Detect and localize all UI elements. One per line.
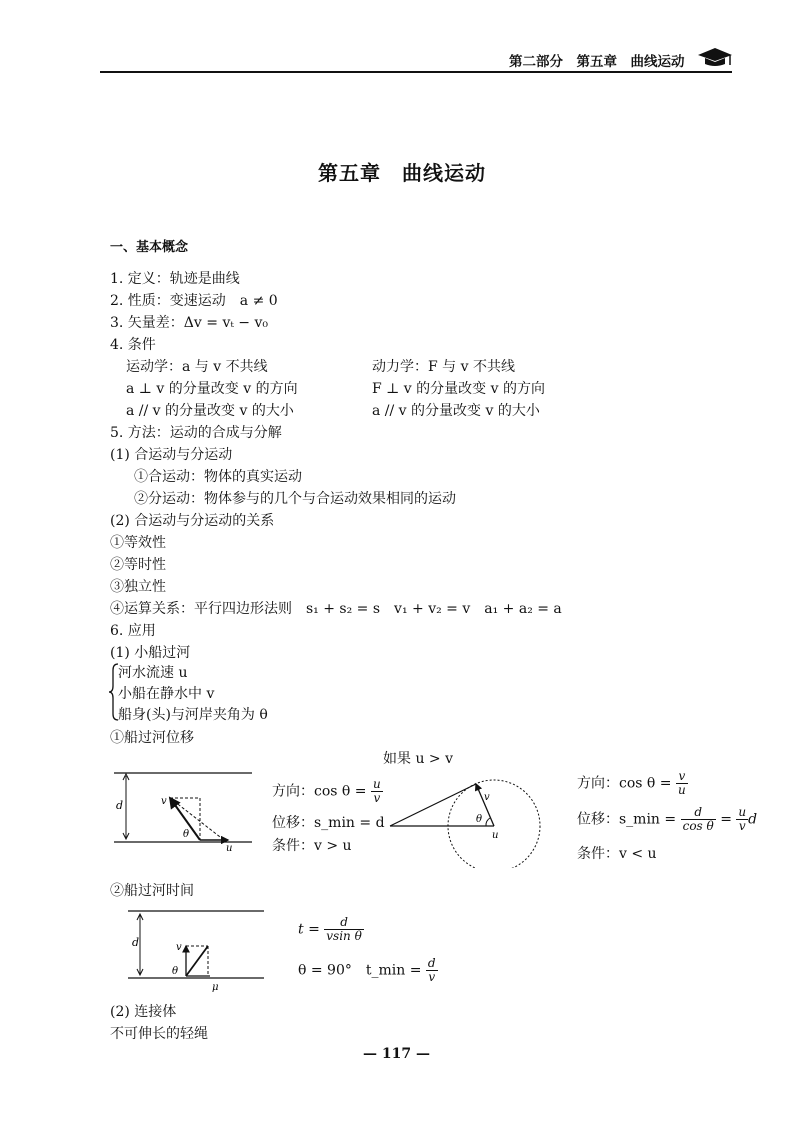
line-boat-crossing: (1) 小船过河	[110, 645, 191, 661]
line-dynamics: 动力学：F 与 v 不共线	[372, 359, 515, 375]
label-d: d	[116, 799, 124, 812]
line-boat-angle: 船身(头)与河岸夹角为 θ	[118, 707, 268, 723]
line-definition: 1. 定义：轨迹是曲线	[110, 271, 240, 287]
line-method: 5. 方法：运动的合成与分解	[110, 425, 282, 441]
line-boat-speed: 小船在静水中 v	[118, 686, 215, 702]
line-independence: ③独立性	[110, 579, 166, 595]
line-simultaneity: ②等时性	[110, 557, 166, 573]
line-a-parallel: a // v 的分量改变 v 的大小	[126, 403, 294, 419]
line-operation: ④运算关系：平行四边形法则 s₁ + s₂ = s v₁ + v₂ = v a₁ + a₂ = a	[110, 601, 562, 617]
line-equivalence: ①等效性	[110, 535, 166, 551]
formula-displacement-left: 位移：s_min = d	[272, 815, 385, 831]
formula-min-time: θ = 90° t_min = $\frac{d}{v}$	[298, 956, 436, 984]
diagram-min-time	[124, 906, 274, 992]
case-label: 如果 u > v	[383, 751, 454, 767]
line-f-perp: F ⊥ v 的分量改变 v 的方向	[372, 381, 545, 397]
label-theta-2: θ	[476, 814, 483, 825]
chapter-title: 第五章 曲线运动	[318, 161, 486, 185]
line-application: 6. 应用	[110, 623, 156, 639]
label-v-2: v	[484, 792, 490, 803]
running-header: 第二部分 第五章 曲线运动	[509, 54, 685, 70]
label-v-3: v	[176, 942, 182, 953]
label-theta-3: θ	[172, 966, 179, 977]
line-resultant: ①合运动：物体的真实运动	[134, 469, 302, 485]
line-connected-bodies: (2) 连接体	[110, 1004, 177, 1020]
graduation-cap-icon	[696, 46, 734, 68]
line-river-speed: 河水流速 u	[118, 665, 188, 681]
label-v: v	[161, 796, 167, 807]
diagram-min-displacement	[112, 770, 262, 852]
formula-condition-left: 条件：v > u	[272, 838, 352, 854]
line-conditions: 4. 条件	[110, 337, 156, 353]
formula-direction-right: 方向：cos θ = $\frac{v}{u}$	[577, 769, 686, 797]
diagram-u-greater-v	[382, 768, 552, 868]
section-heading: 一、基本概念	[110, 240, 189, 255]
page-number: — 117 —	[363, 1046, 430, 1062]
line-vector-diff: 3. 矢量差：Δv = vₜ − v₀	[110, 315, 268, 331]
formula-direction-left: 方向：cos θ = $\frac{u}{v}$	[272, 777, 381, 805]
label-u: u	[226, 843, 233, 852]
label-theta: θ	[183, 829, 190, 840]
line-a-parallel-right: a // v 的分量改变 v 的大小	[372, 403, 540, 419]
line-inextensible-rope: 不可伸长的轻绳	[110, 1026, 208, 1042]
formula-condition-right: 条件：v < u	[577, 846, 657, 862]
line-a-perp: a ⊥ v 的分量改变 v 的方向	[126, 381, 298, 397]
line-relations: (2) 合运动与分运动的关系	[110, 513, 275, 529]
line-kinematics: 运动学：a 与 v 不共线	[126, 359, 268, 375]
line-composite-motion: (1) 合运动与分运动	[110, 447, 233, 463]
line-property: 2. 性质：变速运动 a ≠ 0	[110, 293, 278, 309]
formula-time: t = $\frac{d}{\text{vsin θ}}$	[298, 915, 362, 943]
label-u-2: u	[492, 830, 499, 841]
line-crossing-time: ②船过河时间	[110, 883, 194, 899]
label-d-3: d	[132, 936, 140, 949]
label-mu: μ	[212, 982, 219, 992]
header-rule	[100, 71, 732, 73]
line-crossing-displacement: ①船过河位移	[110, 730, 194, 746]
formula-displacement-right: 位移：s_min = $\frac{d}{\text{cos θ}}$ = $\frac{u}{v}$ d	[577, 805, 758, 833]
line-component: ②分运动：物体参与的几个与合运动效果相同的运动	[134, 491, 456, 507]
